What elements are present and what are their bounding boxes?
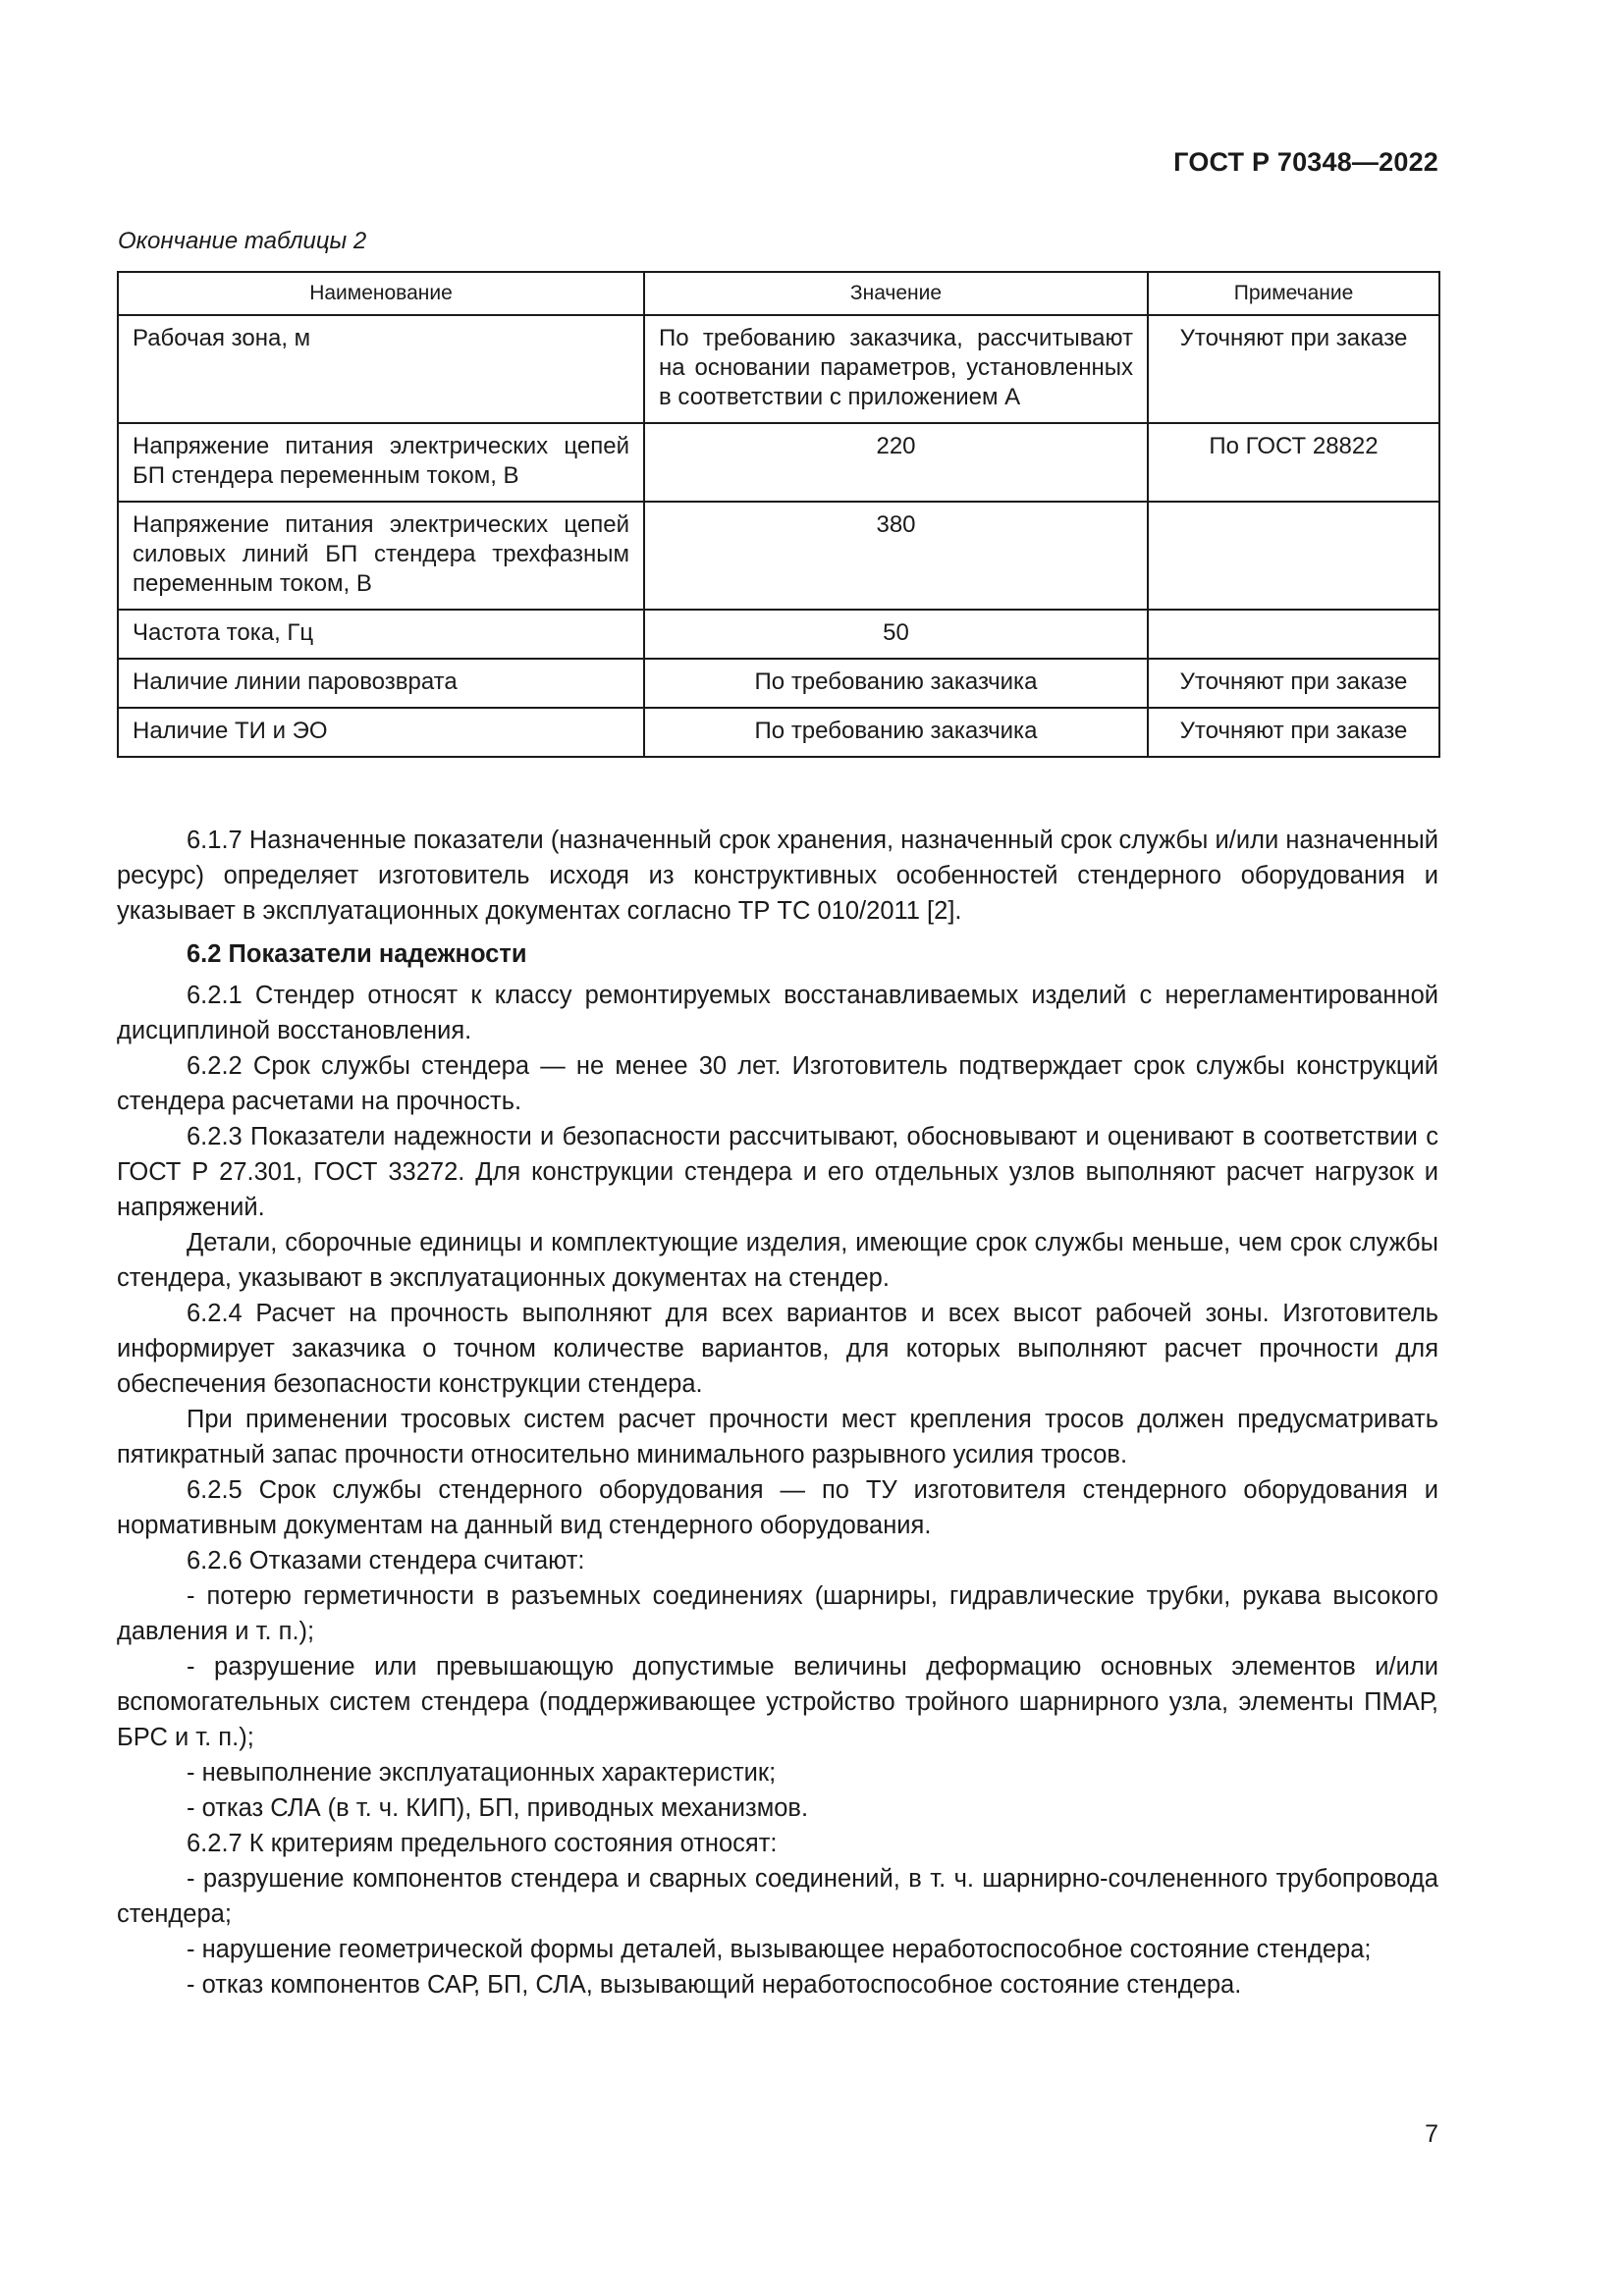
list-item-failure: - разрушение или превышающую допустимые величины деформацию основных элементов и/или вспомогательных систем стендера (поддерживающее устройство тройного шарнирного узла, элементы ПМАР, БРС и т. п.); [117,1653,1438,1751]
paragraph-6-2-4-cables: При применении тросовых систем расчет прочности мест крепления тросов должен предусматривать пятикратный запас прочности относительно минимального разрывного усилия тросов. [117,1406,1438,1468]
paragraph-6-2-2: 6.2.2 Срок службы стендера — не менее 30 лет. Изготовитель подтверждает срок службы конструкций стендера расчетами на прочность. [117,1052,1438,1115]
document-id: ГОСТ Р 70348—2022 [1173,147,1438,177]
paragraph-6-1-7: 6.1.7 Назначенные показатели (назначенный срок хранения, назначенный срок службы и/или назначенный ресурс) определяет изготовитель исходя из конструктивных особенностей стендерного оборудования и указывает в эксплуатационных документах согласно ТР ТС 010/2011 [2]. [117,827,1438,925]
list-item-limit-state: - отказ компонентов САР, БП, СЛА, вызывающий неработоспособное состояние стендера. [187,1971,1242,1999]
cell-name: Напряжение питания электрических цепей силовых линий БП стендера трехфазным переменным током, В [118,502,644,610]
list-item-failure: - невыполнение эксплуатационных характеристик; [187,1759,777,1787]
cell-note: Уточняют при заказе [1148,659,1439,708]
table-header-row [118,272,1439,315]
cell-value: По требованию заказчика [644,708,1148,757]
cell-value: 220 [644,423,1148,502]
page-number: 7 [1425,2120,1438,2148]
cell-name: Напряжение питания электрических цепей БП стендера переменным током, В [118,423,644,502]
cell-value: По требованию заказчика [644,659,1148,708]
cell-value: 380 [644,502,1148,610]
cell-name: Рабочая зона, м [118,315,644,423]
paragraph-6-2-6: 6.2.6 Отказами стендера считают: [187,1547,585,1575]
table-row [118,708,1439,757]
column-header-note: Примечание [1148,272,1439,315]
paragraph-6-2-4: 6.2.4 Расчет на прочность выполняют для всех вариантов и всех высот рабочей зоны. Изготовитель информирует заказчика о точном количестве вариантов, для которых выполняют расчет прочности для обеспечения безопасности конструкции стендера. [117,1300,1438,1398]
list-item-failure: - потерю герметичности в разъемных соединениях (шарниры, гидравлические трубки, рукава высокого давления и т. п.); [117,1582,1438,1645]
cell-note [1148,610,1439,659]
body-text [117,823,1438,2002]
cell-note [1148,502,1439,610]
cell-name: Наличие ТИ и ЭО [118,708,644,757]
table-row [118,315,1439,423]
paragraph-6-2-3: 6.2.3 Показатели надежности и безопасности рассчитывают, обосновывают и оценивают в соответствии с ГОСТ Р 27.301, ГОСТ 33272. Для конструкции стендера и его отдельных узлов выполняют расчет нагрузок и напряжений. [117,1123,1438,1221]
cell-note: По ГОСТ 28822 [1148,423,1439,502]
cell-note: Уточняют при заказе [1148,315,1439,423]
cell-value: 50 [644,610,1148,659]
table-row [118,423,1439,502]
table-row [118,502,1439,610]
paragraph-6-2-1: 6.2.1 Стендер относят к классу ремонтируемых восстанавливаемых изделий с нерегламентированной дисциплиной восстановления. [117,982,1438,1044]
section-heading-6-2: 6.2 Показатели надежности [187,940,527,968]
cell-value: По требованию заказчика, рассчитывают на основании параметров, установленных в соответствии с приложением А [644,315,1148,423]
paragraph-6-2-3-details: Детали, сборочные единицы и комплектующие изделия, имеющие срок службы меньше, чем срок службы стендера, указывают в эксплуатационных документах на стендер. [117,1229,1438,1292]
cell-name: Наличие линии паровозврата [118,659,644,708]
cell-note: Уточняют при заказе [1148,708,1439,757]
table-caption: Окончание таблицы 2 [118,228,367,254]
specs-table [117,271,1440,758]
list-item-limit-state: - нарушение геометрической формы деталей, вызывающее неработоспособное состояние стендера; [187,1936,1372,1963]
paragraph-6-2-5: 6.2.5 Срок службы стендерного оборудования — по ТУ изготовителя стендерного оборудования и нормативным документам на данный вид стендерного оборудования. [117,1476,1438,1539]
cell-name: Частота тока, Гц [118,610,644,659]
table-row [118,659,1439,708]
list-item-failure: - отказ СЛА (в т. ч. КИП), БП, приводных механизмов. [187,1794,809,1822]
list-item-limit-state: - разрушение компонентов стендера и сварных соединений, в т. ч. шарнирно-сочлененного трубопровода стендера; [117,1865,1438,1928]
table-row [118,610,1439,659]
paragraph-6-2-7: 6.2.7 К критериям предельного состояния относят: [187,1830,778,1857]
column-header-name: Наименование [118,272,644,315]
column-header-value: Значение [644,272,1148,315]
